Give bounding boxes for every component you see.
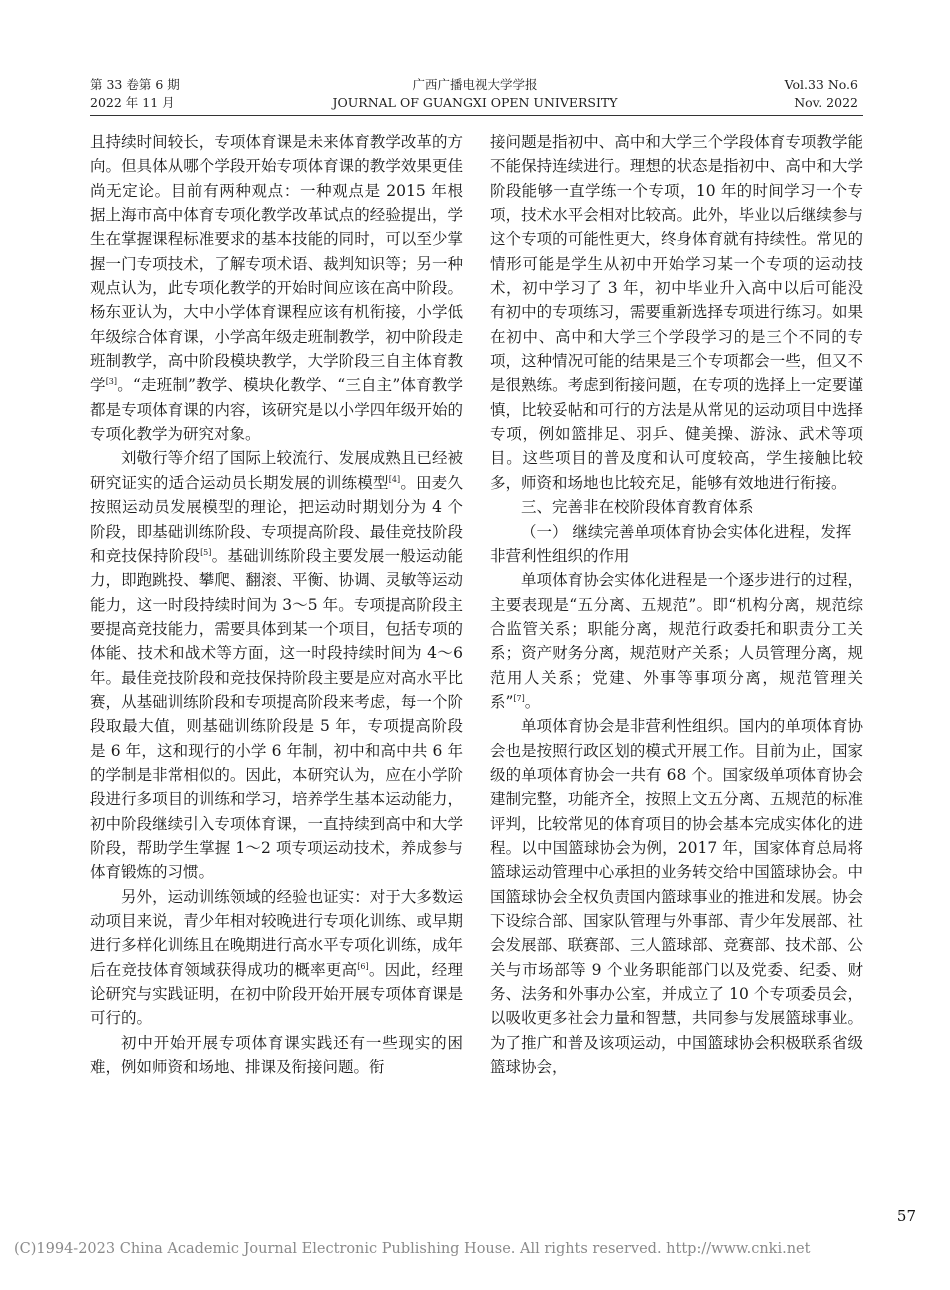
citation: [6] <box>357 961 369 971</box>
right-column <box>490 130 863 1079</box>
paragraph-text: 。基础训练阶段主要发展一般运动能力，即跑跳投、攀爬、翻滚、平衡、协调、灵敏等运动能力，这一时段持续时间为 3～5 年。专项提高阶段主要提高竞技能力，需要具体到某一个项目，包括专项的体能、技术和战术等方面，这一时段持续时间为 4～6 年。最佳竞技阶段和竞技保持阶段主要是应对高水平比赛，从基础训练阶段和专项提高阶段来考虑，每一个阶段取最大值，则基础训练阶段是 5 年，专项提高阶段是 6 年，这和现行的小学 6 年制，初中和高中共 6 年的学制是非常相似的。因此，本研究认为，应在小学阶段进行多项目的训练和学习，培养学生基本运动能力，初中阶段继续引入专项体育课，一直持续到高中和大学阶段，帮助学生掌握 1～2 项专项运动技术，养成参与体育锻炼的习惯。 <box>90 546 463 882</box>
left-column <box>90 130 463 1079</box>
header-issue-info <box>785 76 858 112</box>
page-number: 57 <box>896 1207 916 1225</box>
paragraph-text: 另外，运动训练领域的经验也证实：对于大多数运动项目来说，青少年相对较晚进行专项化训练、或早期进行多样化训练且在晚期进行高水平专项化训练，成年后在竞技体育领域获得成功的概率更高 <box>90 887 463 979</box>
date-en: Nov. 2022 <box>794 95 858 110</box>
paragraph <box>90 885 463 1031</box>
copyright-footer: (C)1994-2023 China Academic Journal Electronic Publishing House. All rights reserved. http://www.cnki.net <box>14 1241 811 1257</box>
paragraph: 单项体育协会是非营利性组织。国内的单项体育协会也是按照行政区划的模式开展工作。目前为止，国家级的单项体育协会一共有 68 个。国家级单项体育协会建制完整，功能齐全，按照上文五分离、五规范的标准评判，比较常见的体育项目的协会基本完成实体化的进程。以中国篮球协会为例，2017 年，国家体育总局将篮球运动管理中心承担的业务转交给中国篮球协会。中国篮球协会全权负责国内篮球事业的推进和发展。协会下设综合部、国家队管理与外事部、青少年发展部、社会发展部、联赛部、三人篮球部、竞赛部、技术部、公关与市场部等 9 个业务职能部门以及党委、纪委、财务、法务和外事办公室，并成立了 10 个专项委员会，以吸收更多社会力量和智慧，共同参与发展篮球事业。为了推广和普及该项运动，中国篮球协会积极联系省级篮球协会， <box>490 717 863 1077</box>
paragraph <box>490 568 863 714</box>
journal-title-cn: 广西广播电视大学学报 <box>412 77 538 92</box>
paragraph: 接问题是指初中、高中和大学三个学段体育专项教学能不能保持连续进行。理想的状态是指初中、高中和大学阶段能够一直学练一个专项，10 年的时间学习一个专项，技术水平会相对比较高。此外，毕业以后继续参与这个专项的可能性更大，终身体育就有持续性。常见的情形可能是学生从初中开始学习某一个专项的运动技术，初中学习了 3 年，初中毕业升入高中以后可能没有初中的专项练习，需要重新选择专项进行练习。如果在初中、高中和大学三个学段学习的是三个不同的专项，这种情况可能的结果是三个专项都会一些，但又不是很熟练。考虑到衔接问题，在专项的选择上一定要谨慎，比较妥帖和可行的方法是从常见的运动项目中选择专项，例如篮排足、羽乒、健美操、游泳、武术等项目。这些项目的普及度和认可度较高，学生接触比较多，师资和场地也比较充足，能够有效地进行衔接。 <box>490 133 863 492</box>
paragraph-text: 刘敬行等介绍了国际上较流行、发展成熟且已经被研究证实的适合运动员长期发展的训练模型 <box>90 449 463 492</box>
citation: [3] <box>105 377 118 387</box>
section-heading: 三、完善非在校阶段体育教育体系 <box>521 498 754 517</box>
volume-en: Vol.33 No.6 <box>784 77 858 92</box>
citation: [7] <box>513 693 525 703</box>
citation: [4] <box>388 474 401 484</box>
journal-title-en: JOURNAL OF GUANGXI OPEN UNIVERSITY <box>332 95 618 110</box>
paragraph-text: 。“走班制”教学、模块化教学、“三自主”体育教学都是专项体育课的内容，该研究是以小学四年级开始的专项化教学为研究对象。 <box>90 376 463 444</box>
volume-cn: 第 33 卷第 6 期 <box>90 77 180 92</box>
paragraph <box>90 446 463 884</box>
paragraph <box>90 130 463 446</box>
paragraph: 初中开始开展专项体育课实践还有一些现实的困难，例如师资和场地、排课及衔接问题。衔 <box>90 1033 463 1077</box>
header-rule <box>90 115 863 116</box>
paragraph-text: 单项体育协会实体化进程是一个逐步进行的过程，主要表现是“五分离、五规范”。即“机构分离，规范综合监管关系；职能分离，规范行政委托和职责分工关系；资产财务分离，规范财产关系；人员管理分离，规范用人关系；党建、外事等事项分离，规范管理关系” <box>490 571 863 711</box>
citation: [5] <box>200 547 212 557</box>
paragraph-text: 。田麦久按照运动员发展模型的理论，把运动时期划分为 4 个阶段，即基础训练阶段、专项提高阶段、最佳竞技阶段和竞技保持阶段 <box>90 473 463 565</box>
date-cn: 2022 年 11 月 <box>90 95 175 110</box>
paragraph-text: 且持续时间较长，专项体育课是未来体育教学改革的方向。但具体从哪个学段开始专项体育课的教学效果更佳尚无定论。目前有两种观点：一种观点是 2015 年根据上海市高中体育专项化教学改革试点的经验提出，学生在掌握课程标准要求的基本技能的同时，可以至少掌握一门专项技术，了解专项术语、裁判知识等；另一种观点认为，此专项化教学的开始时间应该在高中阶段。杨东亚认为，大中小学体育课程应该有机衔接，小学低年级综合体育课，小学高年级走班制教学，初中阶段走班制教学，高中阶段模块教学，大学阶段三自主体育教学 <box>90 133 463 395</box>
paragraph-text: 。 <box>524 692 541 711</box>
paragraph-text: 。因此，经理论研究与实践证明，在初中阶段开始开展专项体育课是可行的。 <box>90 960 463 1028</box>
subsection-heading: （一） 继续完善单项体育协会实体化进程，发挥非营利性组织的作用 <box>490 522 852 565</box>
